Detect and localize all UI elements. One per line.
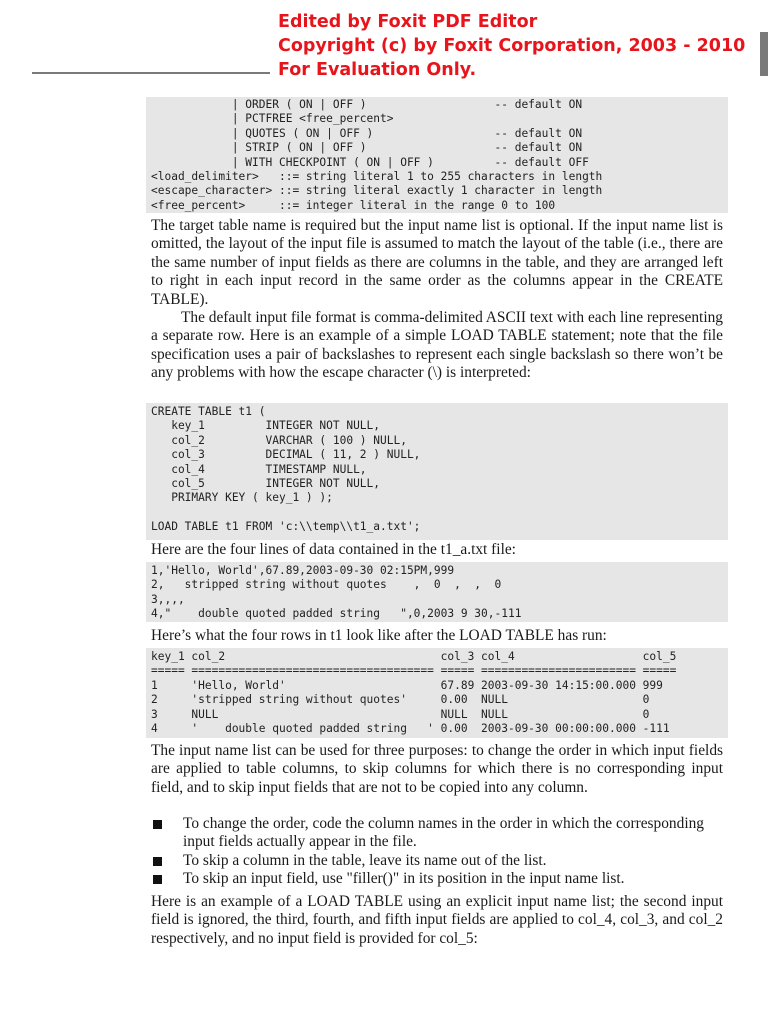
code-line: key_1 INTEGER NOT NULL,: [151, 419, 381, 433]
bullet-text: To change the order, code the column names in the order in which the corresponding input fields actually appear in the file.: [183, 815, 704, 851]
code-line: 2, stripped string without quotes , 0 , , 0: [151, 578, 502, 592]
body-text-2: [151, 541, 723, 559]
body-text-4: [151, 742, 723, 797]
code-line: col_3 DECIMAL ( 11, 2 ) NULL,: [151, 448, 421, 462]
syntax-code-block: [146, 97, 728, 213]
bullet-text: To skip a column in the table, leave its name out of the list.: [183, 851, 547, 869]
code-line: 2 'stripped string without quotes' 0.00 NULL 0: [151, 693, 650, 707]
bullet-square-icon: [153, 875, 162, 884]
bullet-list: [151, 815, 723, 889]
header-rule: [32, 72, 270, 74]
paragraph-target-table: The target table name is required but the input name list is optional. If the input name list is omitted, the layout of the input file is assumed to match the layout of the table (i.e., there are the same number of input fields as there are columns in the table, and they are arranged left to right in each input record in the same order as the columns appear in the CREATE TABLE).: [151, 217, 723, 308]
code-line: | PCTFREE <free_percent>: [151, 112, 394, 126]
paragraph-explicit-name-list: Here is an example of a LOAD TABLE using an explicit input name list; the second input field is ignored, the third, fourth, and fifth input fields are applied to col_4, col_3, and col_2 respectively, and no input field is provided for col_5:: [151, 893, 723, 947]
bullet-text: To skip an input field, use "filler()" in its position in the input name list.: [183, 870, 625, 888]
list-item: [151, 852, 723, 870]
code-line: CREATE TABLE t1 (: [151, 405, 266, 418]
code-line: [151, 506, 728, 520]
code-line: | ORDER ( ON | OFF ) -- default ON: [151, 98, 583, 111]
code-line: 4 ' double quoted padded string ' 0.00 2003-09-30 00:00:00.000 -111: [151, 721, 670, 735]
code-line: col_2 VARCHAR ( 100 ) NULL,: [151, 433, 407, 447]
code-line: | QUOTES ( ON | OFF ) -- default ON: [151, 126, 583, 140]
list-item: [151, 870, 723, 888]
page-edge-tab: [760, 32, 768, 76]
result-table-code-block: [146, 648, 728, 738]
code-line: <escape_character> ::= string literal exactly 1 character in length: [151, 184, 603, 198]
code-line: ===== ==================================== ===== ======================= =====: [151, 664, 677, 678]
code-line: | STRIP ( ON | OFF ) -- default ON: [151, 141, 583, 155]
paragraph-rows-intro: Here’s what the four rows in t1 look like after the LOAD TABLE has run:: [151, 627, 607, 644]
evaluation-watermark: [278, 10, 745, 82]
watermark-line-1: Edited by Foxit PDF Editor: [278, 12, 538, 32]
paragraph-name-list-purposes: The input name list can be used for three purposes: to change the order in which input fields are applied to table columns, to skip columns for which there is no corresponding input field, and to skip input fields that are not to be copied into any column.: [151, 742, 723, 796]
data-file-code-block: [146, 562, 728, 622]
body-text-3: [151, 627, 723, 645]
code-line: key_1 col_2 col_3 col_4 col_5: [151, 650, 677, 663]
watermark-line-3: For Evaluation Only.: [278, 60, 477, 80]
body-text-5: [151, 893, 723, 948]
code-line: <free_percent> ::= integer literal in the range 0 to 100: [151, 198, 556, 212]
code-line: 3,,,,: [151, 592, 185, 606]
code-line: 4," double quoted padded string ",0,2003 9 30,-111: [151, 607, 522, 621]
paragraph-data-lines-intro: Here are the four lines of data contained in the t1_a.txt file:: [151, 541, 516, 558]
create-table-code-block: [146, 403, 728, 540]
list-item: [151, 815, 723, 852]
code-line: 1,'Hello, World',67.89,2003-09-30 02:15PM,999: [151, 564, 455, 577]
bullet-square-icon: [153, 820, 162, 829]
paragraph-default-format: The default input file format is comma-delimited ASCII text with each line representing a separate row. Here is an example of a simple LOAD TABLE statement; note that the file specification uses a pair of backslashes to represent each single backslash so there won’t be any problems with how the escape character (\) is interpreted:: [151, 309, 723, 382]
body-text-1: [151, 217, 723, 383]
code-line: PRIMARY KEY ( key_1 ) );: [151, 491, 333, 505]
code-line: 1 'Hello, World' 67.89 2003-09-30 14:15:00.000 999: [151, 678, 663, 692]
code-line: LOAD TABLE t1 FROM 'c:\\temp\\t1_a.txt';: [151, 520, 421, 534]
code-line: <load_delimiter> ::= string literal 1 to 255 characters in length: [151, 169, 603, 183]
code-line: 3 NULL NULL NULL 0: [151, 707, 650, 721]
code-line: col_4 TIMESTAMP NULL,: [151, 462, 367, 476]
bullet-square-icon: [153, 857, 162, 866]
watermark-line-2: Copyright (c) by Foxit Corporation, 2003 - 2010: [278, 36, 746, 56]
code-line: col_5 INTEGER NOT NULL,: [151, 476, 381, 490]
code-line: | WITH CHECKPOINT ( ON | OFF ) -- default OFF: [151, 155, 589, 169]
